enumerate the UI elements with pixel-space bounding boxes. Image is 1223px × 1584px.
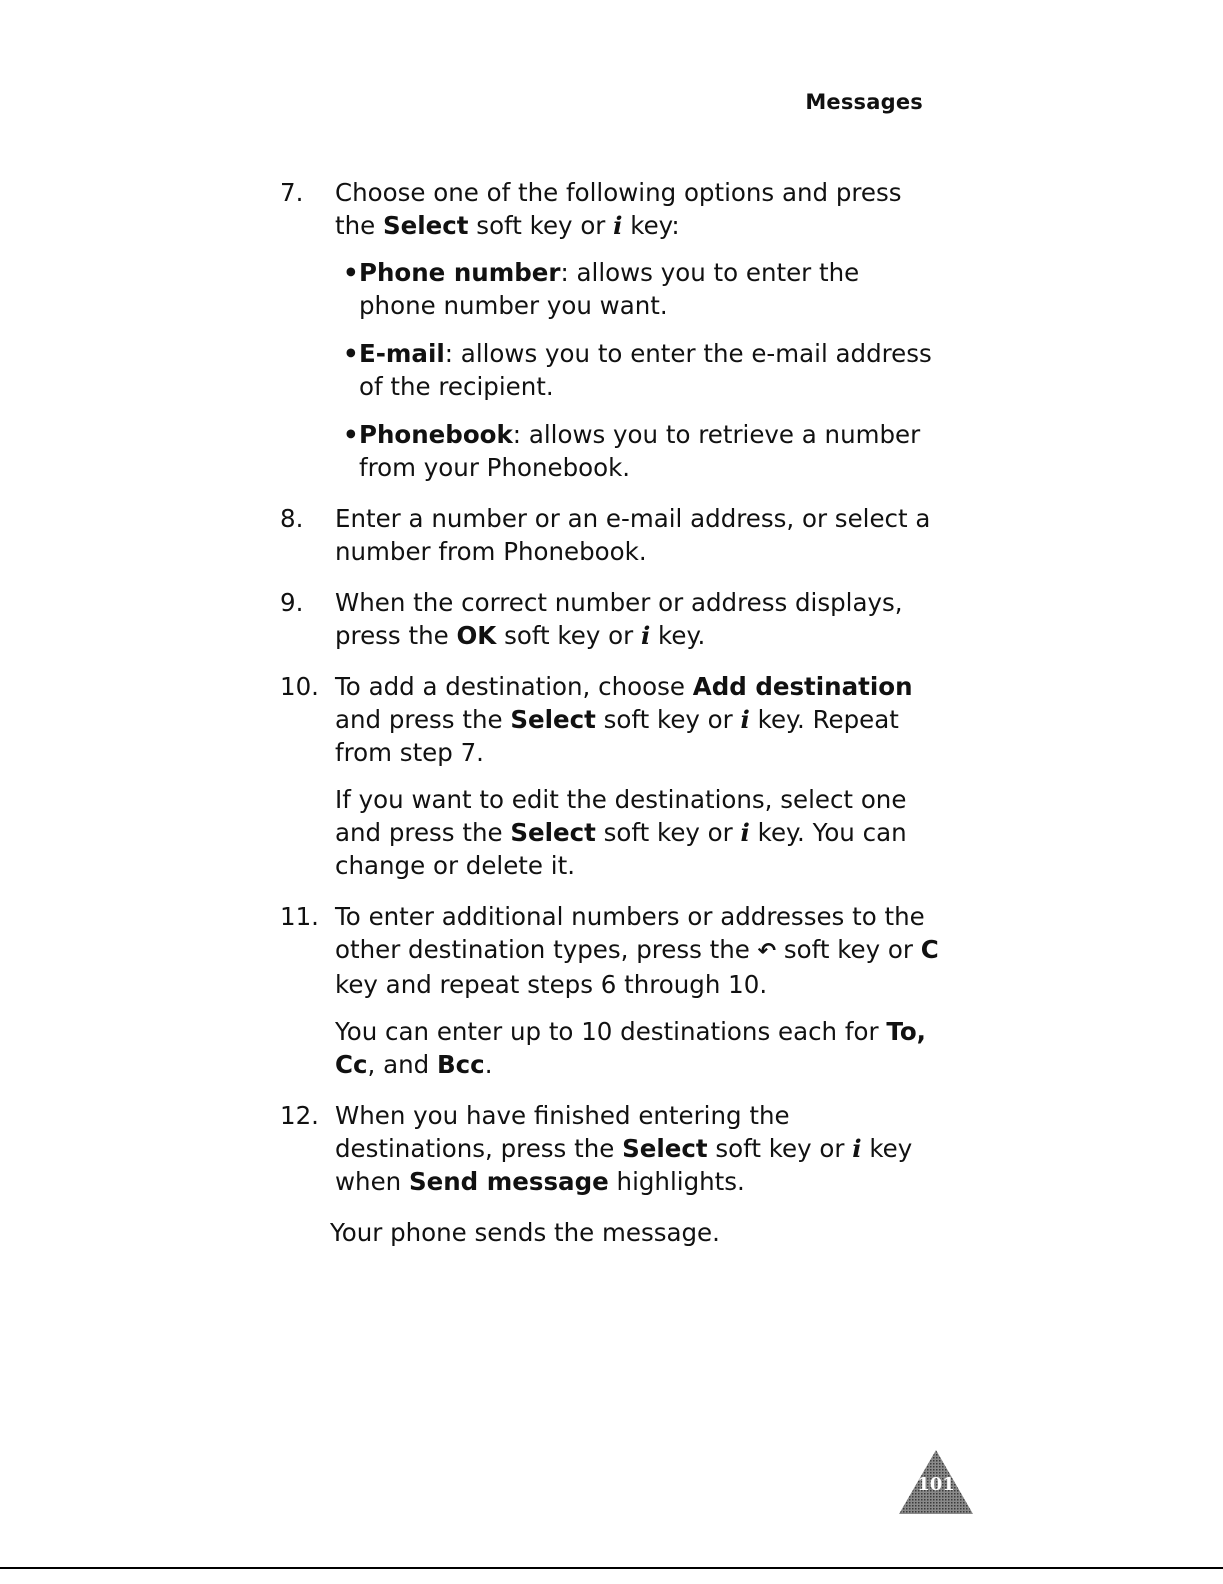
final-note: Your phone sends the message. bbox=[330, 1218, 720, 1247]
select-label: Select bbox=[510, 818, 596, 847]
page-bottom-rule bbox=[0, 1567, 1223, 1569]
c-key-label: C bbox=[920, 935, 939, 964]
text: and press the bbox=[335, 705, 511, 734]
text: soft key or bbox=[595, 705, 741, 734]
step-text bbox=[335, 586, 940, 652]
step-text: Enter a number or an e-mail address, or select a number from Phonebook. bbox=[335, 504, 931, 566]
text: To add a destination, choose bbox=[335, 672, 693, 701]
text: If you want to edit the destinations, select one and press the bbox=[335, 785, 907, 847]
text: key and repeat steps 6 through 10. bbox=[335, 970, 768, 999]
option-desc: : allows you to retrieve a number from your Phonebook. bbox=[359, 420, 921, 482]
text: key when bbox=[335, 1134, 913, 1196]
text: key. You can change or delete it. bbox=[335, 818, 907, 880]
back-key-icon: ↶ bbox=[757, 939, 777, 964]
text: soft key or bbox=[595, 818, 741, 847]
option-desc: : allows you to enter the phone number you want. bbox=[359, 258, 860, 320]
text: soft key or bbox=[496, 621, 641, 650]
text: To enter additional numbers or addresses to the other destination types, press the bbox=[335, 902, 925, 964]
step-text bbox=[335, 176, 940, 242]
step-number: 11. bbox=[280, 902, 319, 931]
step-number: 7. bbox=[280, 178, 304, 207]
text: When the correct number or address displays, press the bbox=[335, 588, 903, 650]
option-list bbox=[343, 256, 940, 484]
text: , and bbox=[367, 1050, 437, 1079]
text: When you have finished entering the destinations, press the bbox=[335, 1101, 790, 1163]
step-text bbox=[335, 1099, 940, 1198]
to-label: To, bbox=[886, 1017, 926, 1046]
step-note bbox=[335, 783, 940, 882]
text: soft key or bbox=[468, 211, 614, 240]
i-key-icon: i bbox=[740, 818, 750, 847]
list-item bbox=[343, 256, 940, 322]
step-7-line1: Choose one of the following options and press bbox=[335, 178, 902, 207]
i-key-icon: i bbox=[740, 705, 750, 734]
i-key-icon: i bbox=[852, 1134, 862, 1163]
step-number: 9. bbox=[280, 588, 304, 617]
step-10 bbox=[280, 670, 940, 882]
list-item bbox=[343, 418, 940, 484]
step-7 bbox=[280, 176, 940, 484]
step-number: 8. bbox=[280, 504, 304, 533]
cc-label: Cc bbox=[335, 1050, 368, 1079]
step-number: 10. bbox=[280, 672, 319, 701]
option-label: E-mail bbox=[359, 339, 445, 368]
text: key. Repeat from step 7. bbox=[335, 705, 899, 767]
page-number: 101 bbox=[917, 1474, 955, 1495]
step-text bbox=[335, 670, 940, 769]
text: highlights. bbox=[608, 1167, 745, 1196]
text: key: bbox=[622, 211, 680, 240]
select-label: Select bbox=[510, 705, 596, 734]
list-item bbox=[343, 337, 940, 403]
step-12 bbox=[280, 1099, 940, 1198]
option-label: Phone number bbox=[359, 258, 561, 287]
instruction-list bbox=[280, 176, 940, 1249]
select-label: Select bbox=[383, 211, 469, 240]
text: soft key or bbox=[707, 1134, 853, 1163]
text: the bbox=[335, 211, 383, 240]
bullet-icon: • bbox=[343, 258, 359, 287]
ok-label: OK bbox=[456, 621, 497, 650]
send-message-label: Send message bbox=[408, 1167, 609, 1196]
text: . bbox=[484, 1050, 493, 1079]
select-label: Select bbox=[622, 1134, 708, 1163]
add-destination-label: Add destination bbox=[692, 672, 913, 701]
step-text bbox=[335, 900, 940, 1001]
page-header: Messages bbox=[805, 90, 923, 114]
option-label: Phonebook bbox=[359, 420, 513, 449]
text: You can enter up to 10 destinations each for bbox=[335, 1017, 887, 1046]
step-8 bbox=[280, 502, 940, 568]
bullet-icon: • bbox=[343, 339, 359, 368]
step-11 bbox=[280, 900, 940, 1081]
step-note bbox=[335, 1015, 940, 1081]
text: soft key or bbox=[776, 935, 921, 964]
option-desc: : allows you to enter the e-mail address of the recipient. bbox=[359, 339, 932, 401]
bcc-label: Bcc bbox=[436, 1050, 485, 1079]
step-number: 12. bbox=[280, 1101, 319, 1130]
bullet-icon: • bbox=[343, 420, 359, 449]
i-key-icon: i bbox=[640, 621, 651, 650]
i-key-icon: i bbox=[613, 211, 623, 240]
step-9 bbox=[280, 586, 940, 652]
text: key. bbox=[650, 621, 706, 650]
